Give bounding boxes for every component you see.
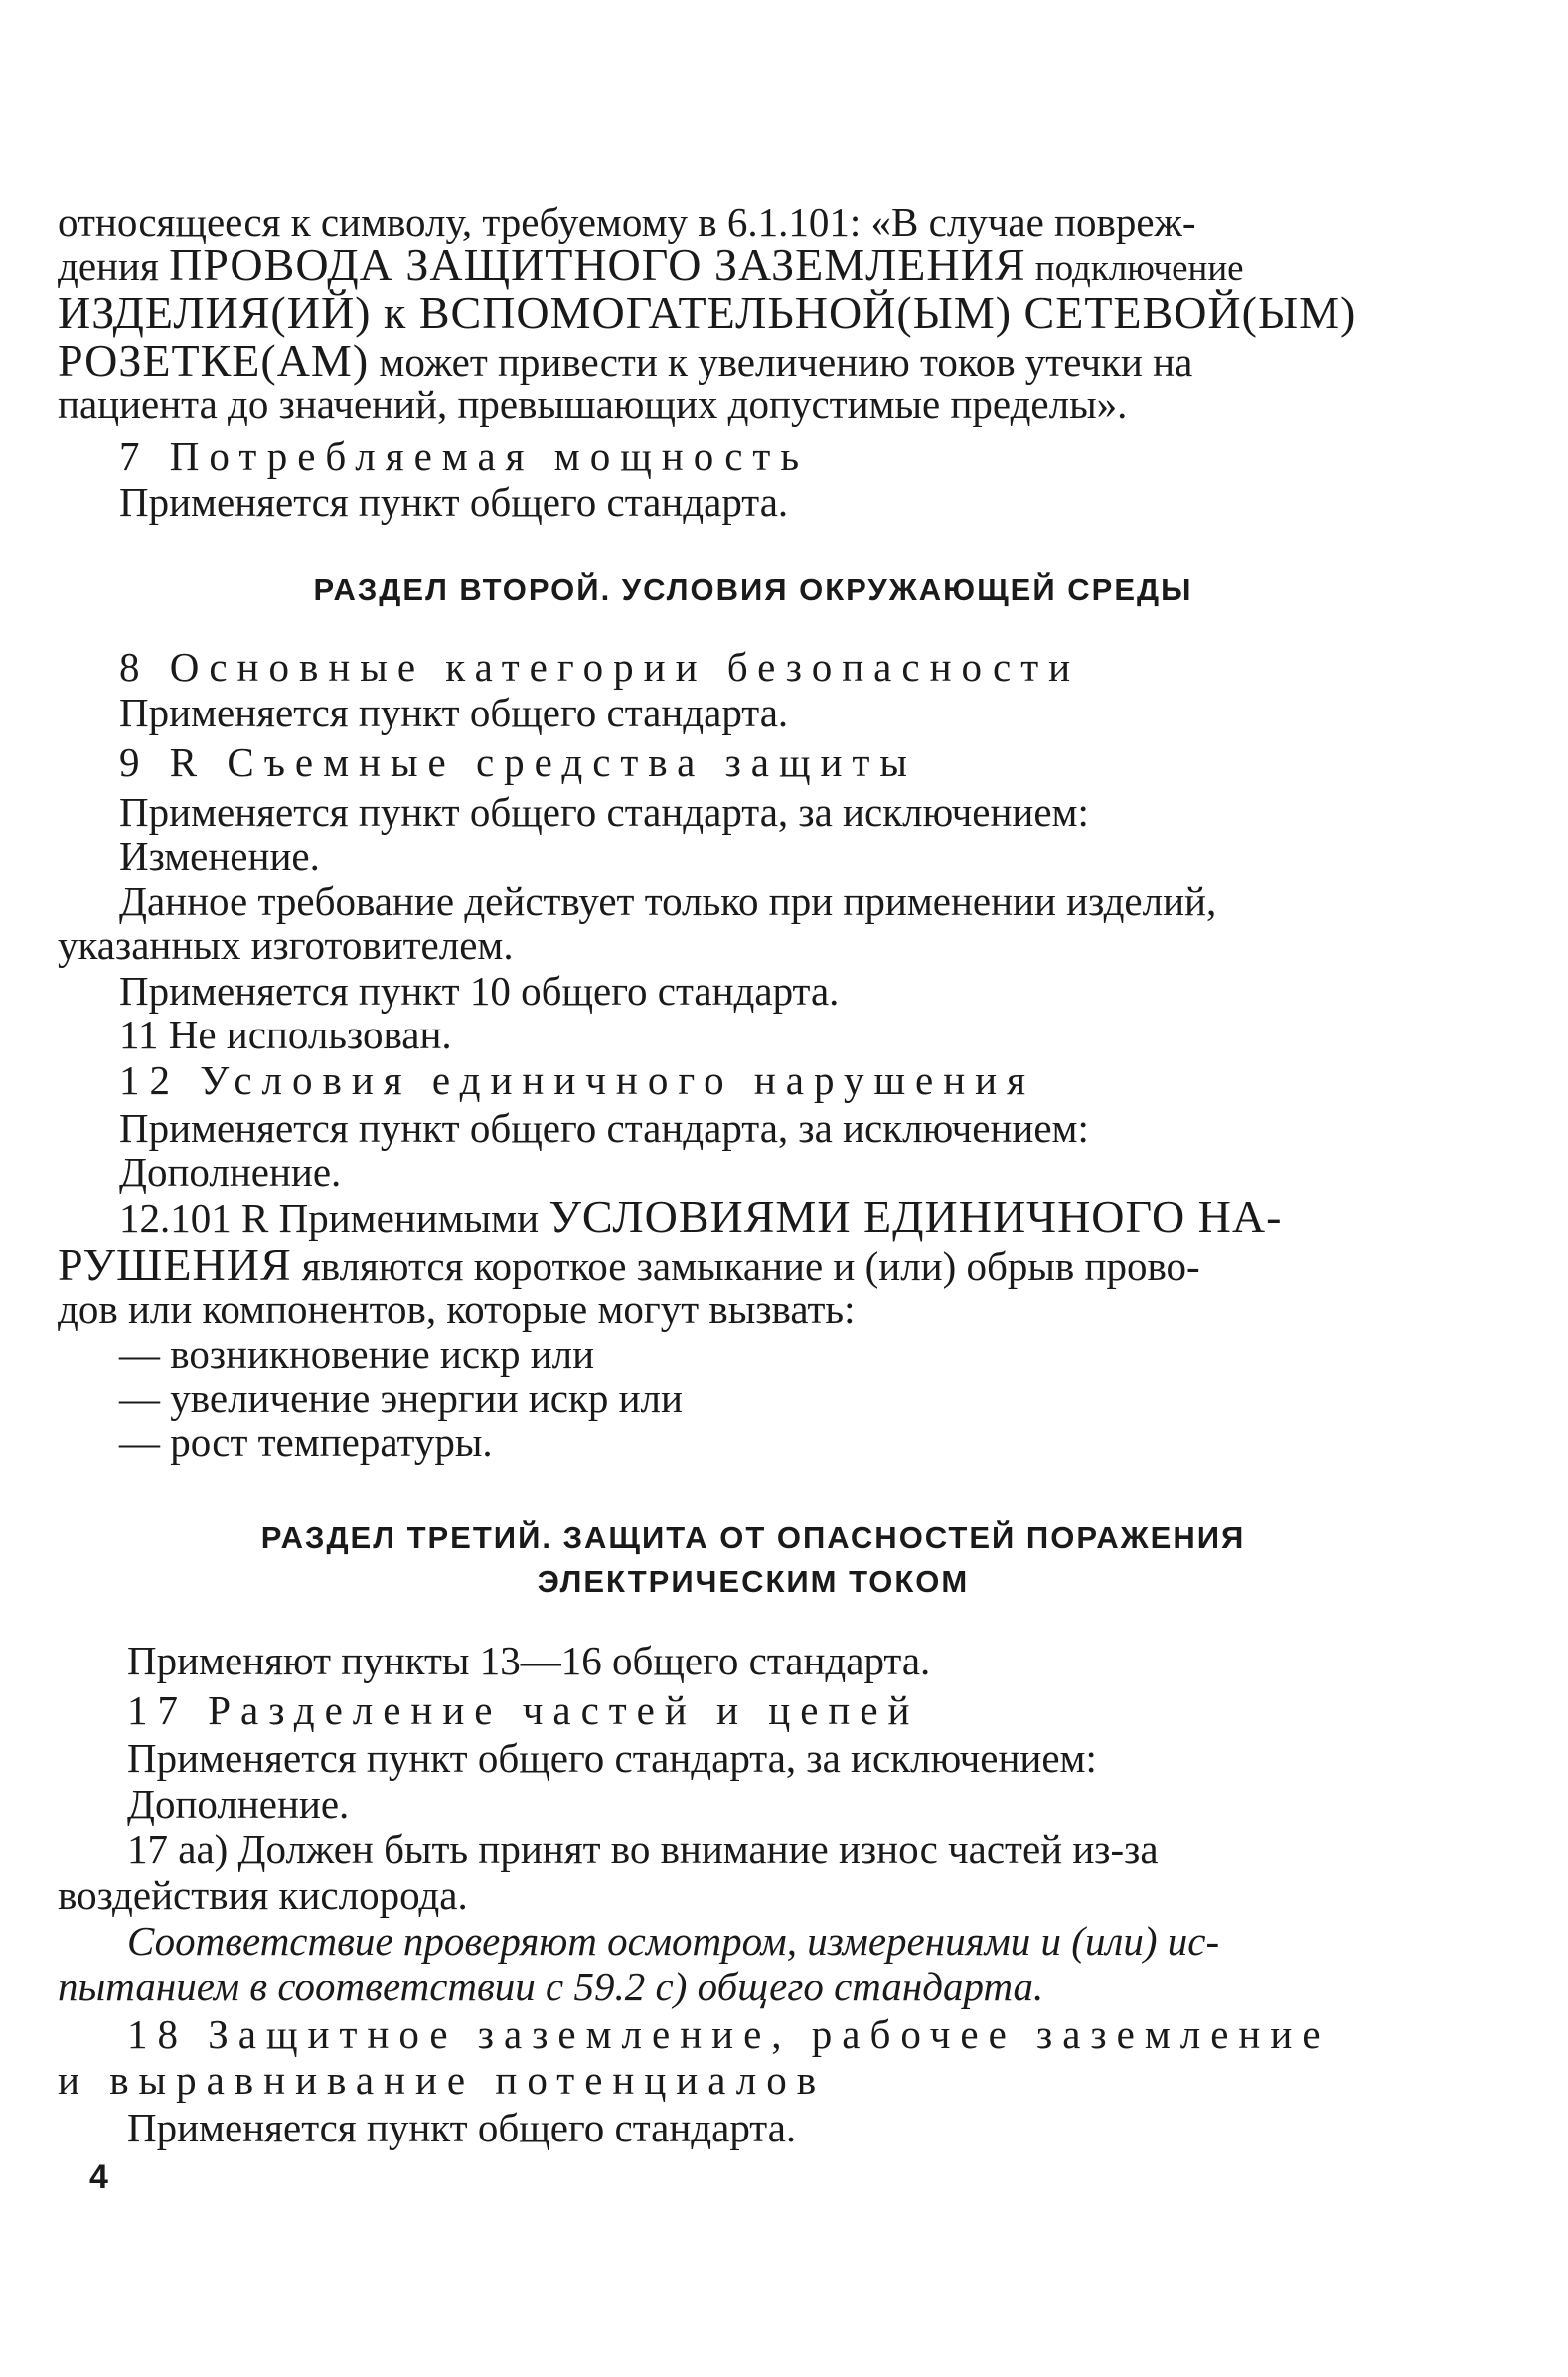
- text-line: Изменение.: [119, 833, 320, 878]
- italic-text-line: пытанием в соответствии с 59.2 с) общего стандарта.: [58, 1964, 1044, 2009]
- text-line: относящееся к символу, требуемому в 6.1.101: «В случае повреж-: [58, 199, 1196, 244]
- text-line: Применяется пункт общего стандарта.: [119, 690, 789, 735]
- text-line: воздействия кислорода.: [58, 1872, 468, 1918]
- section-heading: 8 Основные категории безопасности: [119, 644, 1081, 690]
- chapter-heading: РАЗДЕЛ ТРЕТИЙ. ЗАЩИТА ОТ ОПАСНОСТЕЙ ПОРАЖЕНИЯ: [260, 1520, 1246, 1555]
- text-span: 12.101 R Применимыми: [119, 1195, 549, 1241]
- list-item: — увеличение энергии искр или: [119, 1375, 683, 1421]
- text-line: Применяется пункт общего стандарта, за исключением:: [119, 789, 1089, 835]
- text-line: Применяется пункт общего стандарта, за исключением:: [119, 1105, 1089, 1151]
- term-caps: РУШЕНИЯ: [58, 1239, 292, 1290]
- term-caps: ПРОВОДА ЗАЩИТНОГО ЗАЗЕМЛЕНИЯ: [169, 239, 1026, 290]
- list-item: — возникновение искр или: [119, 1332, 595, 1377]
- section-heading: 7 Потребляемая мощность: [119, 433, 810, 479]
- text-span: дения: [58, 243, 170, 289]
- chapter-heading: РАЗДЕЛ ВТОРОЙ. УСЛОВИЯ ОКРУЖАЮЩЕЙ СРЕДЫ: [313, 572, 1193, 607]
- text-line: [119, 1191, 1510, 1242]
- term-caps: РОЗЕТКЕ(АМ): [58, 335, 370, 386]
- text-line: Применяется пункт 10 общего стандарта.: [119, 968, 840, 1014]
- text-line: Применяется пункт общего стандарта, за исключением:: [127, 1735, 1097, 1781]
- term-caps-line: ИЗДЕЛИЯ(ИЙ) к ВСПОМОГАТЕЛЬНОЙ(ЫМ) СЕТЕВОЙ(ЫМ): [58, 287, 1357, 338]
- text-line: [58, 1239, 1449, 1290]
- text-line: Дополнение.: [127, 1781, 350, 1826]
- text-line: Применяется пункт общего стандарта.: [119, 479, 789, 525]
- text-line: Применяют пункты 13—16 общего стандарта.: [127, 1638, 931, 1683]
- term-caps: УСЛОВИЯМИ ЕДИНИЧНОГО НА-: [549, 1191, 1283, 1242]
- text-line: указанных изготовителем.: [58, 922, 514, 968]
- text-span: подключение: [1025, 248, 1244, 289]
- list-item: — рост температуры.: [119, 1419, 493, 1465]
- text-line: Применяется пункт общего стандарта.: [127, 2105, 797, 2150]
- text-line: 11 Не использован.: [119, 1012, 452, 1057]
- section-heading-line2: и выравнивание потенциалов: [58, 2057, 827, 2103]
- section-heading: 18 Защитное заземление, рабочее заземление: [127, 2011, 1331, 2057]
- text-line: Дополнение.: [119, 1149, 342, 1194]
- text-line: 17 аа) Должен быть принят во внимание износ частей из-за: [127, 1826, 1159, 1872]
- italic-text-line: Соответствие проверяют осмотром, измерениями и (или) ис-: [127, 1918, 1220, 1964]
- page-number: 4: [89, 2158, 108, 2196]
- section-heading: 17 Разделение частей и цепей: [127, 1687, 920, 1733]
- text-line: [58, 239, 1449, 292]
- text-line: [58, 335, 1449, 386]
- text-line: дов или компонентов, которые могут вызвать:: [58, 1286, 856, 1332]
- text-span: являются короткое замыкание и (или) обрыв прово-: [291, 1243, 1200, 1289]
- section-heading: 12 Условия единичного нарушения: [119, 1057, 1035, 1103]
- text-line: Данное требование действует только при применении изделий,: [119, 878, 1217, 924]
- text-span: может привести к увеличению токов утечки на: [369, 339, 1193, 385]
- text-line: пациента до значений, превышающих допустимые пределы».: [58, 382, 1128, 427]
- chapter-heading-line2: ЭЛЕКТРИЧЕСКИМ ТОКОМ: [537, 1564, 970, 1599]
- section-heading: 9 R Съемные средства защиты: [119, 739, 917, 785]
